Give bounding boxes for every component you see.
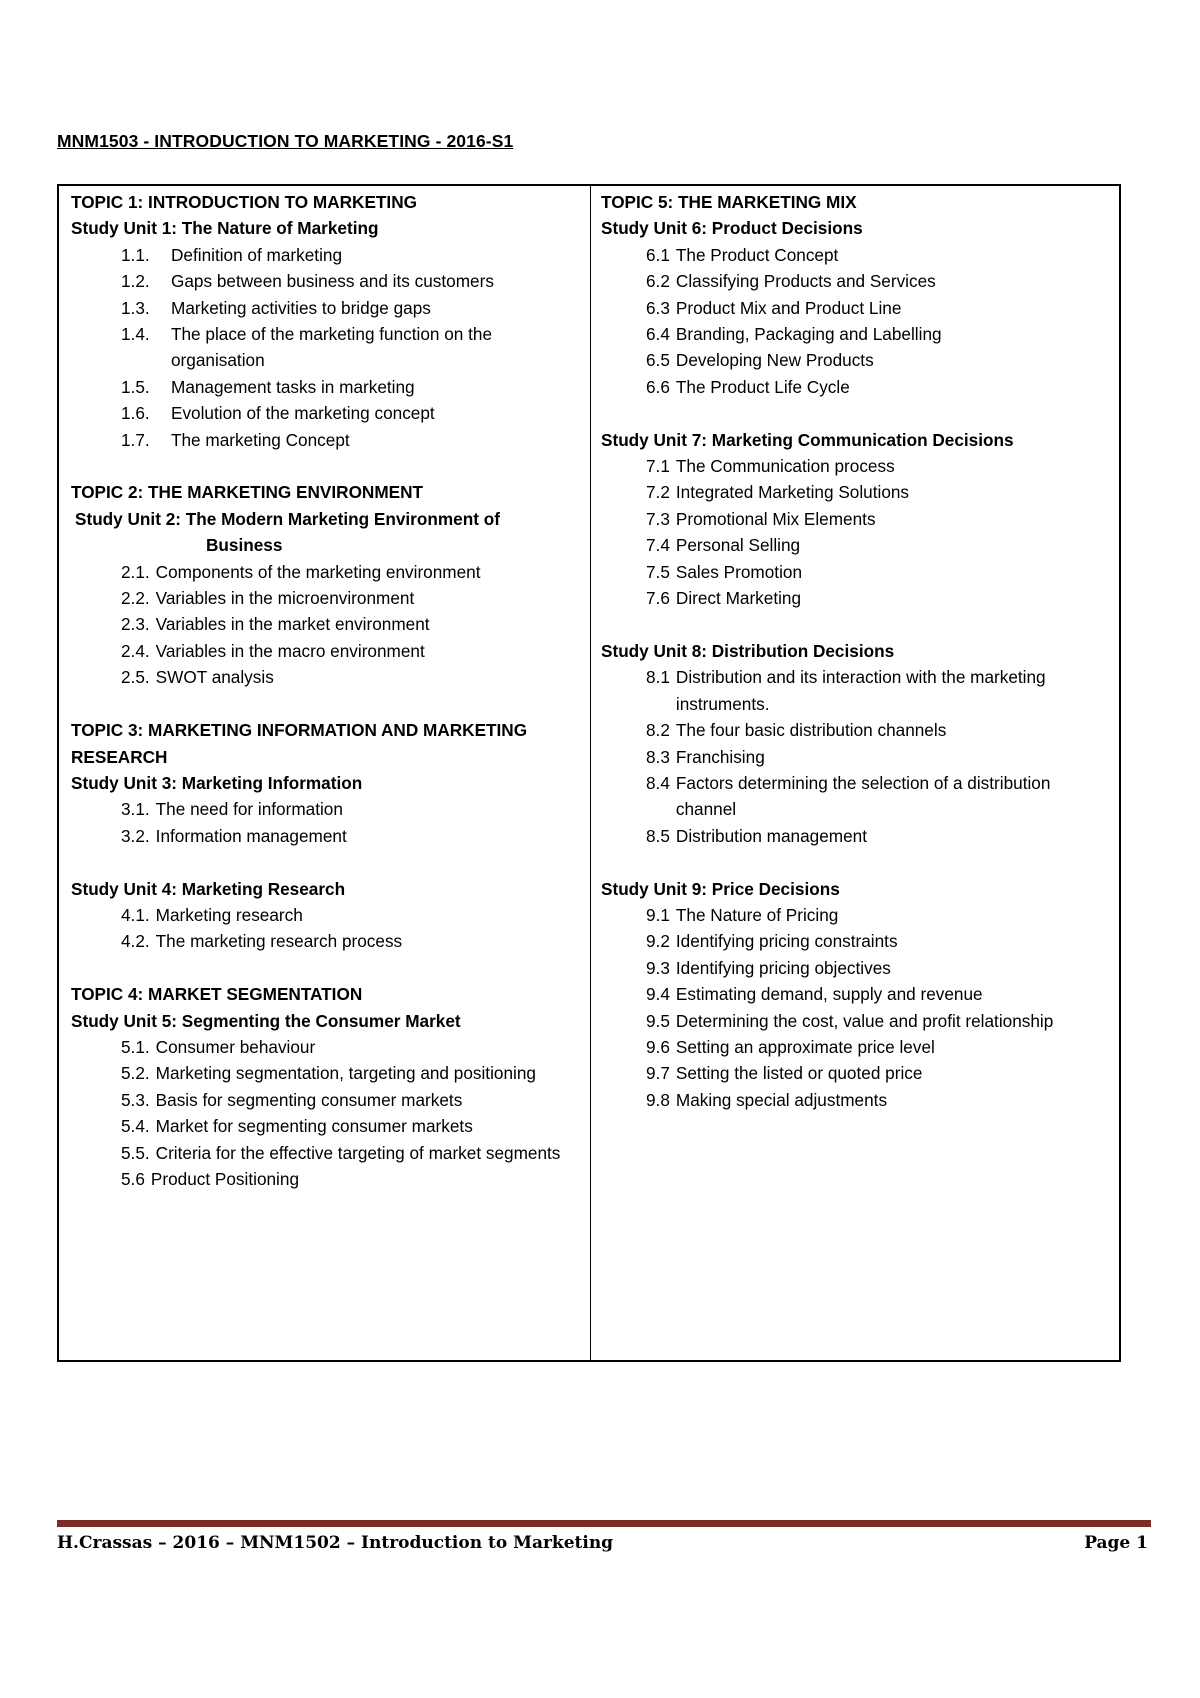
list-item <box>601 1060 1109 1086</box>
topic-4-heading: TOPIC 4: MARKET SEGMENTATION <box>71 984 363 1005</box>
study-unit-2-heading <box>71 506 580 559</box>
item-text: Criteria for the effective targeting of market segments <box>155 1142 561 1163</box>
list-item <box>71 611 580 637</box>
study-unit-9-list <box>601 902 1109 1113</box>
item-number: 9.1 <box>646 904 670 925</box>
item-number: 2.1. <box>121 561 150 582</box>
item-text: Developing New Products <box>675 350 874 371</box>
item-number: 5.3. <box>121 1089 150 1110</box>
item-number: 4.1. <box>121 904 150 925</box>
list-item <box>71 823 580 849</box>
item-text: Setting the listed or quoted price <box>675 1063 923 1084</box>
item-text: The marketing research process <box>155 931 403 952</box>
study-unit-5-list <box>71 1034 580 1192</box>
list-item <box>601 1087 1109 1113</box>
list-item <box>601 242 1109 268</box>
study-unit-5-heading: Study Unit 5: Segmenting the Consumer Market <box>71 1010 461 1031</box>
list-item <box>71 1140 580 1166</box>
study-unit-2-line-1: Study Unit 2: The Modern Marketing Environment of <box>75 508 500 529</box>
list-item <box>71 242 580 268</box>
list-item <box>601 770 1109 823</box>
item-number: 8.1 <box>646 667 670 688</box>
item-number: 5.1. <box>121 1036 150 1057</box>
item-number: 8.2 <box>646 720 670 741</box>
item-text: The four basic distribution channels <box>675 720 947 741</box>
item-number: 6.3 <box>646 297 670 318</box>
list-item <box>601 744 1109 770</box>
item-text: Estimating demand, supply and revenue <box>675 984 983 1005</box>
item-number: 5.5. <box>121 1142 150 1163</box>
item-text: Classifying Products and Services <box>675 271 936 292</box>
item-text: Management tasks in marketing <box>171 376 415 397</box>
list-item <box>71 321 580 374</box>
item-text: Promotional Mix Elements <box>675 508 876 529</box>
item-text: Branding, Packaging and Labelling <box>675 324 942 345</box>
item-number: 9.8 <box>646 1089 670 1110</box>
list-item <box>71 559 580 585</box>
study-unit-1-heading: Study Unit 1: The Nature of Marketing <box>71 218 379 239</box>
list-item <box>601 532 1109 558</box>
item-number: 1.5. <box>121 376 150 397</box>
list-item <box>601 981 1109 1007</box>
list-item <box>601 559 1109 585</box>
item-text: Setting an approximate price level <box>675 1036 935 1057</box>
item-text: Product Mix and Product Line <box>675 297 902 318</box>
list-item <box>601 955 1109 981</box>
item-number: 8.4 <box>646 772 670 793</box>
item-number: 1.1. <box>121 244 150 265</box>
list-item <box>601 928 1109 954</box>
item-text: Integrated Marketing Solutions <box>675 482 910 503</box>
item-number: 9.2 <box>646 931 670 952</box>
item-text: Making special adjustments <box>675 1089 888 1110</box>
list-item <box>71 1034 580 1060</box>
study-unit-4-list <box>71 902 580 955</box>
footer-author-course: H.Crassas – 2016 – MNM1502 – Introduction to Marketing <box>57 1533 614 1553</box>
list-item <box>601 823 1109 849</box>
study-unit-8-heading: Study Unit 8: Distribution Decisions <box>601 640 895 661</box>
item-number: 5.4. <box>121 1116 150 1137</box>
item-number: 2.4. <box>121 640 150 661</box>
list-item <box>601 664 1109 717</box>
item-number: 3.2. <box>121 825 150 846</box>
topic-1-heading: TOPIC 1: INTRODUCTION TO MARKETING <box>71 192 417 212</box>
item-text: Identifying pricing objectives <box>675 957 891 978</box>
list-item <box>71 796 580 822</box>
list-item <box>71 374 580 400</box>
item-number: 7.3 <box>646 508 670 529</box>
study-unit-2-line-2: Business <box>206 535 283 556</box>
item-text: Consumer behaviour <box>155 1036 316 1057</box>
list-item <box>71 902 580 928</box>
item-text: The Product Concept <box>675 244 839 265</box>
item-number: 9.6 <box>646 1036 670 1057</box>
item-text: Variables in the macro environment <box>155 640 425 661</box>
study-unit-3-list <box>71 796 580 849</box>
item-text: Market for segmenting consumer markets <box>155 1116 473 1137</box>
list-item <box>71 295 580 321</box>
list-item <box>601 717 1109 743</box>
list-item <box>601 347 1109 373</box>
item-text: The need for information <box>155 799 343 820</box>
item-number: 6.6 <box>646 376 670 397</box>
list-item <box>601 585 1109 611</box>
study-unit-6-heading: Study Unit 6: Product Decisions <box>601 218 863 239</box>
item-text: SWOT analysis <box>155 667 274 688</box>
list-item <box>601 295 1109 321</box>
list-item <box>601 1034 1109 1060</box>
item-number: 7.1 <box>646 456 670 477</box>
study-unit-3-heading: Study Unit 3: Marketing Information <box>71 772 363 793</box>
footer-rule <box>57 1520 1151 1527</box>
list-item <box>71 427 580 453</box>
item-text: Evolution of the marketing concept <box>171 403 435 424</box>
list-item <box>71 664 580 690</box>
item-text: Sales Promotion <box>675 561 803 582</box>
study-unit-6-list <box>601 242 1109 400</box>
study-unit-9-heading: Study Unit 9: Price Decisions <box>601 878 840 899</box>
item-number: 6.1 <box>646 244 670 265</box>
item-number: 2.3. <box>121 614 150 635</box>
item-text: Factors determining the selection of a distribution channel <box>675 772 1051 820</box>
item-number: 7.2 <box>646 482 670 503</box>
item-number: 1.4. <box>121 324 150 345</box>
study-unit-2-list <box>71 559 580 691</box>
item-text: Components of the marketing environment <box>155 561 481 582</box>
item-number: 5.2. <box>121 1063 150 1084</box>
item-text: Variables in the microenvironment <box>155 588 415 609</box>
footer-page-number: Page 1 <box>1084 1533 1148 1553</box>
item-number: 1.3. <box>121 297 150 318</box>
item-text: The Communication process <box>675 456 895 477</box>
item-number: 1.2. <box>121 271 150 292</box>
list-item <box>71 268 580 294</box>
item-number: 9.5 <box>646 1010 670 1031</box>
topic-5-heading: TOPIC 5: THE MARKETING MIX <box>601 192 857 212</box>
list-item <box>71 585 580 611</box>
item-number: 7.5 <box>646 561 670 582</box>
study-unit-7-list <box>601 453 1109 611</box>
list-item <box>71 928 580 954</box>
list-item <box>601 1008 1109 1034</box>
study-unit-4-heading: Study Unit 4: Marketing Research <box>71 878 346 899</box>
item-text: Distribution and its interaction with the marketing instruments. <box>675 667 1046 714</box>
list-item <box>71 1087 580 1113</box>
item-text: Product Positioning <box>150 1168 299 1189</box>
topic-2-heading: TOPIC 2: THE MARKETING ENVIRONMENT <box>71 482 424 503</box>
item-text: The place of the marketing function on the organisation <box>171 324 493 371</box>
item-text: Marketing segmentation, targeting and positioning <box>155 1063 536 1084</box>
item-number: 2.2. <box>121 588 150 609</box>
list-item <box>71 1113 580 1139</box>
item-text: Definition of marketing <box>171 244 343 265</box>
item-number: 9.7 <box>646 1063 670 1084</box>
left-column <box>59 186 591 1360</box>
item-text: Distribution management <box>675 825 867 846</box>
list-item <box>601 506 1109 532</box>
list-item <box>601 479 1109 505</box>
item-text: Basis for segmenting consumer markets <box>155 1089 463 1110</box>
item-text: Information management <box>155 825 347 846</box>
item-text: Marketing activities to bridge gaps <box>171 297 431 318</box>
item-number: 9.3 <box>646 957 670 978</box>
study-unit-1-list <box>71 242 580 453</box>
item-text: Variables in the market environment <box>155 614 430 635</box>
list-item <box>601 453 1109 479</box>
list-item <box>601 902 1109 928</box>
right-column <box>591 186 1119 1360</box>
item-text: Gaps between business and its customers <box>171 271 494 292</box>
study-unit-8-list <box>601 664 1109 849</box>
item-text: Identifying pricing constraints <box>675 931 898 952</box>
item-number: 6.2 <box>646 271 670 292</box>
item-number: 2.5. <box>121 667 150 688</box>
list-item <box>601 268 1109 294</box>
list-item <box>71 638 580 664</box>
item-text: Marketing research <box>155 904 303 925</box>
item-text: The Product Life Cycle <box>675 376 850 397</box>
list-item <box>601 374 1109 400</box>
item-text: The marketing Concept <box>171 429 350 450</box>
study-unit-7-heading: Study Unit 7: Marketing Communication Decisions <box>601 429 1014 450</box>
topic-3-heading: TOPIC 3: MARKETING INFORMATION AND MARKETING RESEARCH <box>71 720 528 767</box>
item-text: Direct Marketing <box>675 588 802 609</box>
document-title: MNM1503 - INTRODUCTION TO MARKETING - 2016-S1 <box>57 131 514 151</box>
item-number: 3.1. <box>121 799 150 820</box>
syllabus-table <box>57 184 1121 1362</box>
list-item <box>71 1166 580 1192</box>
list-item <box>71 1060 580 1086</box>
item-number: 9.4 <box>646 984 670 1005</box>
item-number: 8.3 <box>646 746 670 767</box>
item-number: 7.4 <box>646 535 670 556</box>
item-text: Franchising <box>675 746 765 767</box>
item-number: 4.2. <box>121 931 150 952</box>
item-number: 5.6 <box>121 1168 145 1189</box>
item-number: 6.4 <box>646 324 670 345</box>
list-item <box>71 400 580 426</box>
item-text: Personal Selling <box>675 535 801 556</box>
item-number: 6.5 <box>646 350 670 371</box>
item-number: 7.6 <box>646 588 670 609</box>
item-text: The Nature of Pricing <box>675 904 839 925</box>
item-number: 8.5 <box>646 825 670 846</box>
item-text: Determining the cost, value and profit relationship <box>675 1010 1054 1031</box>
list-item <box>601 321 1109 347</box>
item-number: 1.7. <box>121 429 150 450</box>
item-number: 1.6. <box>121 403 150 424</box>
